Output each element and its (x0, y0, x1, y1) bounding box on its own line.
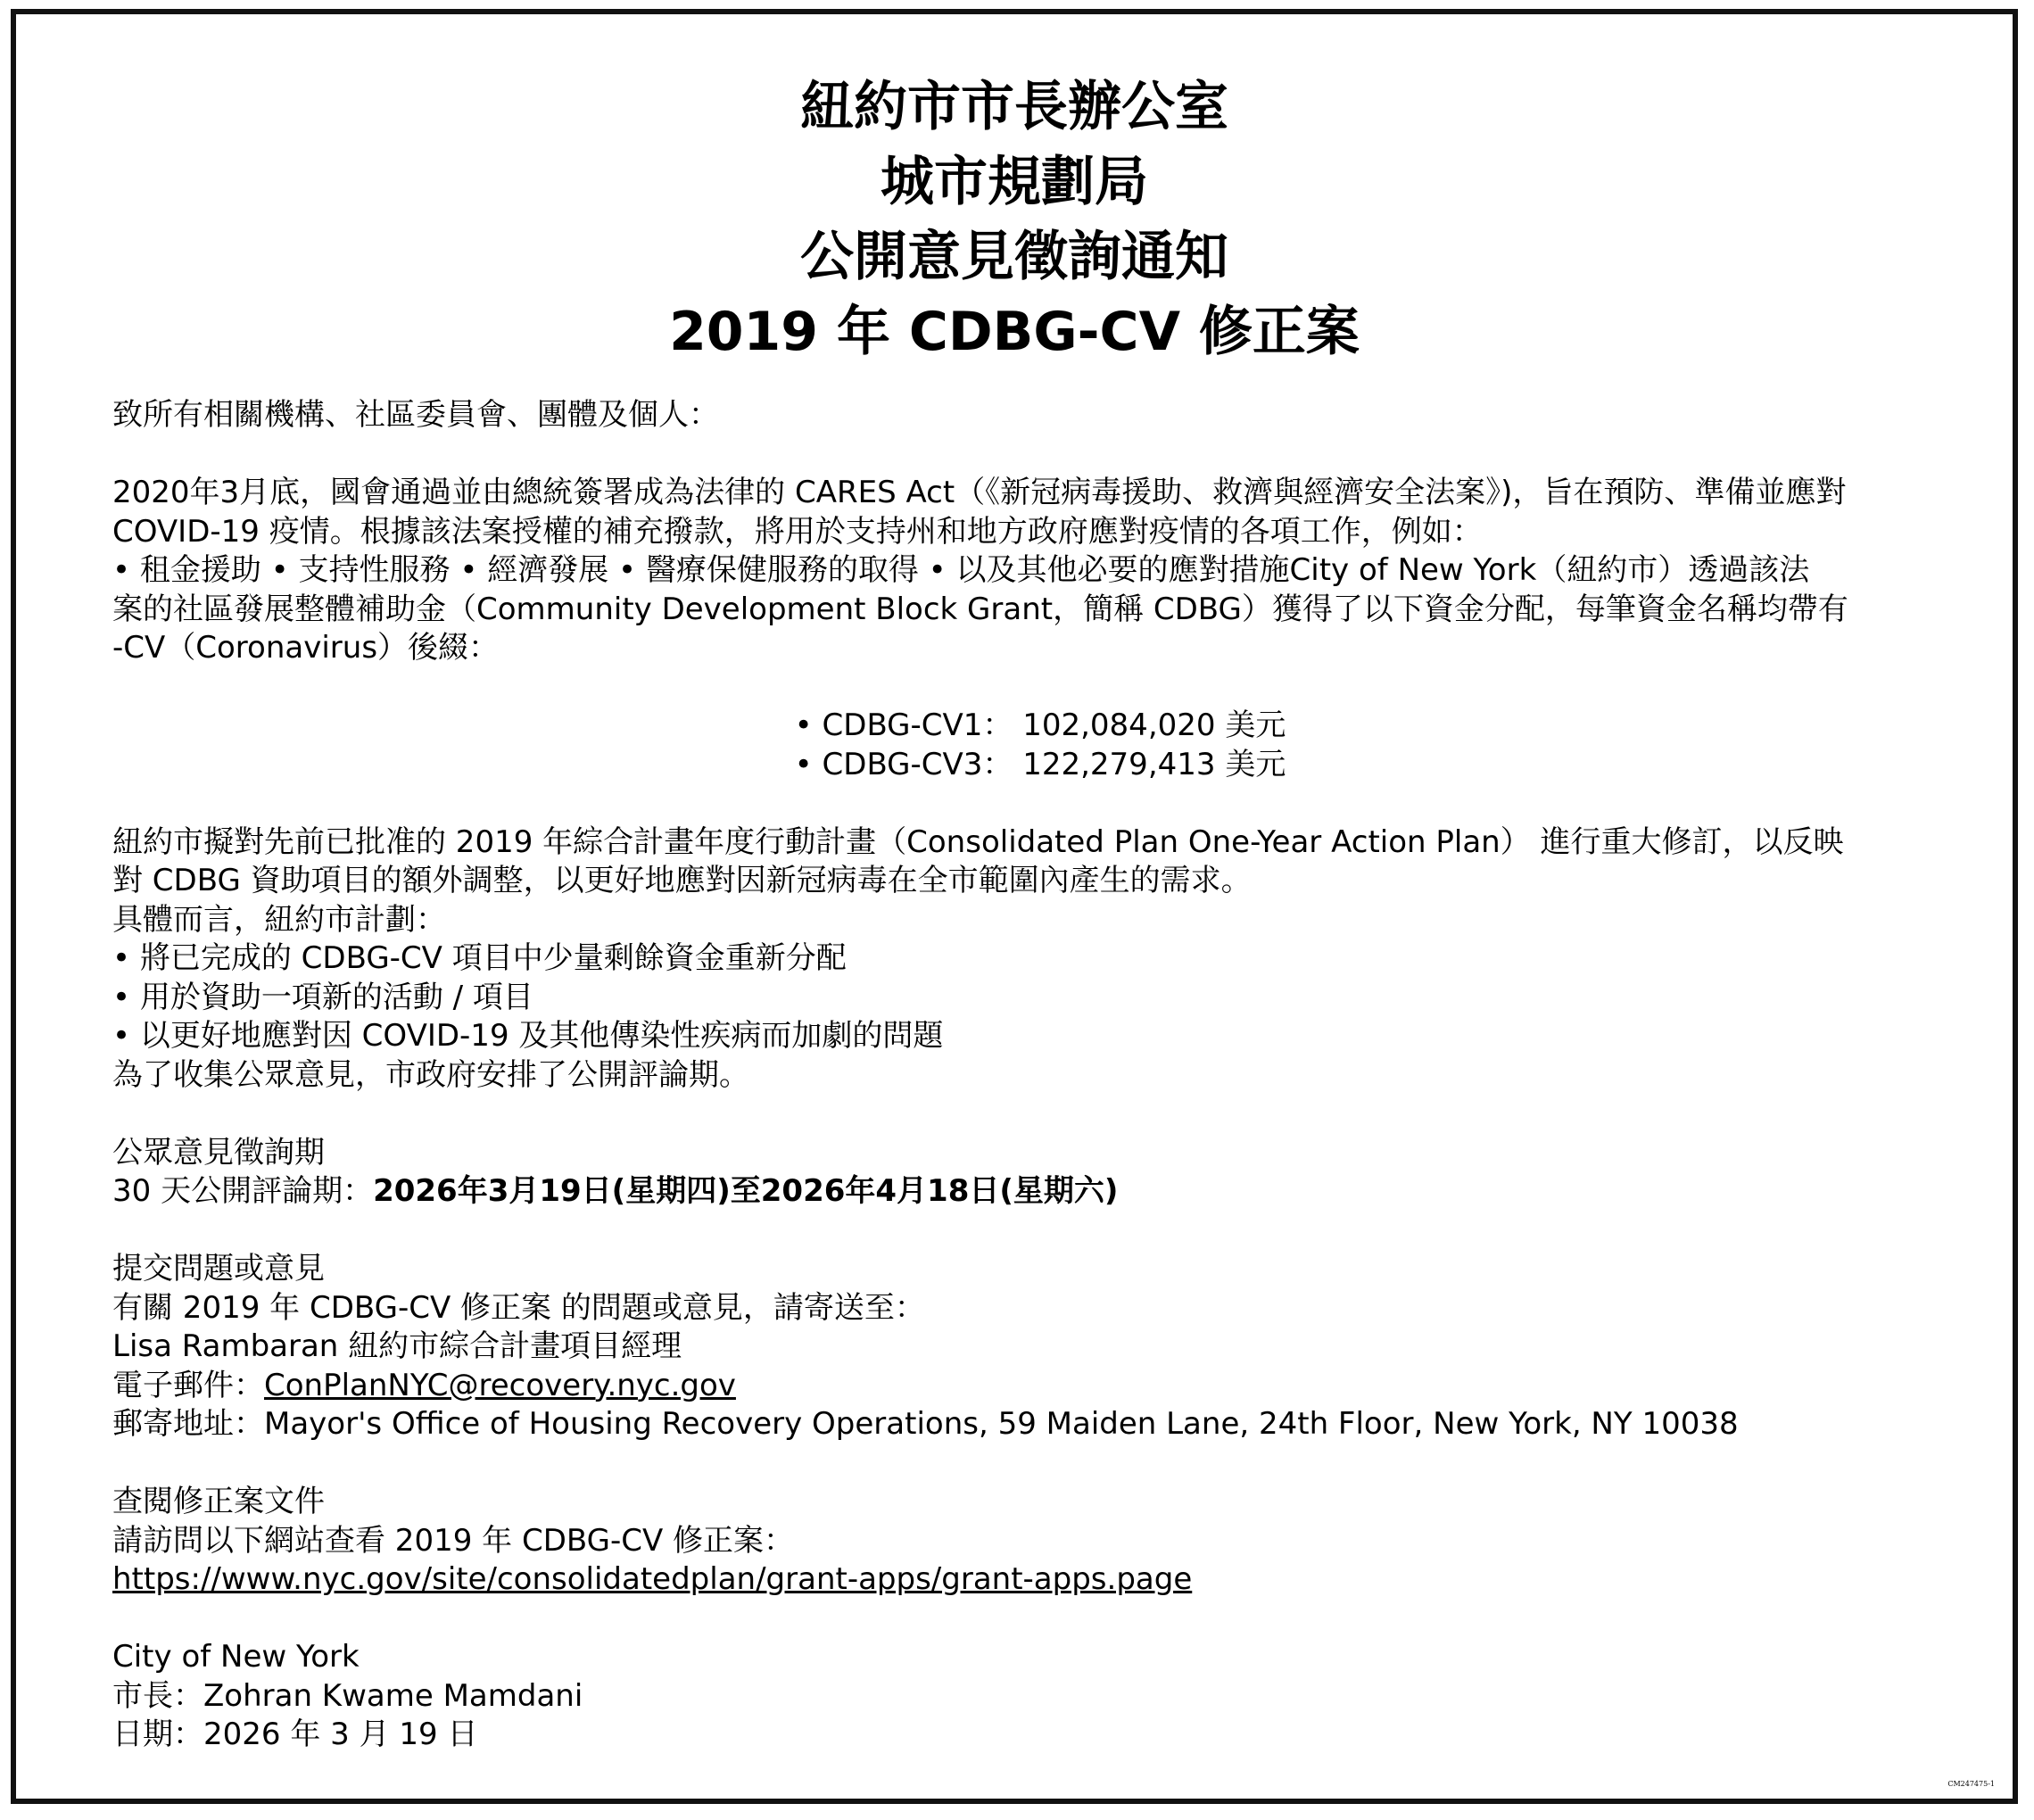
mail-address: Mayor's Office of Housing Recovery Operations, 59 Maiden Lane, 24th Floor, New York, NY 10038 (264, 1406, 1739, 1442)
allocation-list (112, 707, 1968, 784)
mail-label: 郵寄地址： (112, 1406, 264, 1442)
title-department: 城市規劃局 (881, 151, 1148, 213)
amendment-line: 紐約市擬對先前已批准的 2019 年綜合計畫年度行動計畫（Consolidated Plan One-Year Action Plan） 進行重大修訂，以反映 (112, 823, 1844, 860)
notice-title-block (16, 70, 2013, 369)
signature-city: City of New York (112, 1639, 360, 1675)
email-line (112, 1367, 1968, 1406)
amendment-line: 具體而言，紐約市計劃： (112, 901, 446, 938)
submit-heading: 提交問題或意見 (112, 1251, 325, 1286)
intro-line: 2020年3月底，國會通過並由總統簽署成為法律的 CARES Act（《新冠病毒援助、救濟與經濟安全法案》)，旨在預防、準備並應對 (112, 475, 1847, 510)
comment-period-section (112, 1134, 1968, 1212)
title-amendment: 2019 年 CDBG-CV 修正案 (669, 301, 1360, 363)
signature-date: 日期：2026 年 3 月 19 日 (112, 1717, 478, 1752)
review-section (112, 1483, 1968, 1600)
notice-body (112, 396, 1968, 1755)
title-office: 紐約市市長辦公室 (800, 76, 1228, 138)
amendment-bullet: • 以更好地應對因 COVID-19 及其他傳染性疾病而加劇的問題 (112, 1018, 944, 1054)
signature-block (112, 1638, 1968, 1755)
intro-line: • 租金援助 • 支持性服務 • 經濟發展 • 醫療保健服務的取得 • 以及其他必要的應對措施City of New York（紐約市）透過該法 (112, 552, 1810, 588)
submit-section (112, 1250, 1968, 1444)
intro-line: -CV（Coronavirus）後綴： (112, 630, 500, 666)
comment-period-line (112, 1172, 1968, 1212)
amendment-bullet: • 將已完成的 CDBG-CV 項目中少量剩餘資金重新分配 (112, 940, 847, 976)
salutation: 致所有相關機構、社區委員會、團體及個人： (112, 397, 719, 433)
email-label: 電子郵件： (112, 1367, 264, 1403)
submit-line: 有關 2019 年 CDBG-CV 修正案 的問題或意見，請寄送至： (112, 1289, 925, 1326)
review-line: 請訪問以下網站查看 2019 年 CDBG-CV 修正案： (112, 1522, 795, 1559)
signature-mayor: 市長：Zohran Kwame Mamdani (112, 1677, 583, 1714)
amendment-bullet: • 用於資助一項新的活動 / 項目 (112, 979, 533, 1015)
allocation-item: • CDBG-CV1： 102,084,020 美元 (794, 707, 1286, 743)
intro-line: COVID-19 疫情。根據該法案授權的補充撥款，將用於支持州和地方政府應對疫情的各項工作，例如： (112, 513, 1483, 550)
document-code: CM247475-1 (1947, 1780, 1995, 1788)
amendment-url-link[interactable]: https://www.nyc.gov/site/consolidatedplan/grant-apps/grant-apps.page (112, 1561, 1193, 1597)
review-heading: 查閱修正案文件 (112, 1484, 325, 1519)
intro-paragraph (112, 474, 1968, 668)
amendment-line: 為了收集公眾意見，市政府安排了公開評論期。 (112, 1056, 749, 1093)
mail-line (112, 1405, 1968, 1444)
comment-period-dates: 2026年3月19日(星期四)至2026年4月18日(星期六) (373, 1173, 1119, 1209)
intro-line: 案的社區發展整體補助金（Community Development Block Grant，簡稱 CDBG）獲得了以下資金分配，每筆資金名稱均帶有 (112, 591, 1848, 627)
amendment-line: 對 CDBG 資助項目的額外調整，以更好地應對因新冠病毒在全市範圍內產生的需求。 (112, 863, 1252, 898)
email-link[interactable]: ConPlanNYC@recovery.nyc.gov (264, 1367, 736, 1403)
contact-person: Lisa Rambaran 紐約市綜合計畫項目經理 (112, 1328, 682, 1364)
title-notice: 公開意見徵詢通知 (800, 226, 1228, 288)
notice-frame (11, 9, 2018, 1804)
comment-period-heading: 公眾意見徵詢期 (112, 1134, 325, 1171)
amendment-paragraph (112, 823, 1968, 1096)
allocation-item: • CDBG-CV3： 122,279,413 美元 (794, 746, 1286, 782)
comment-period-label: 30 天公開評論期： (112, 1173, 374, 1209)
